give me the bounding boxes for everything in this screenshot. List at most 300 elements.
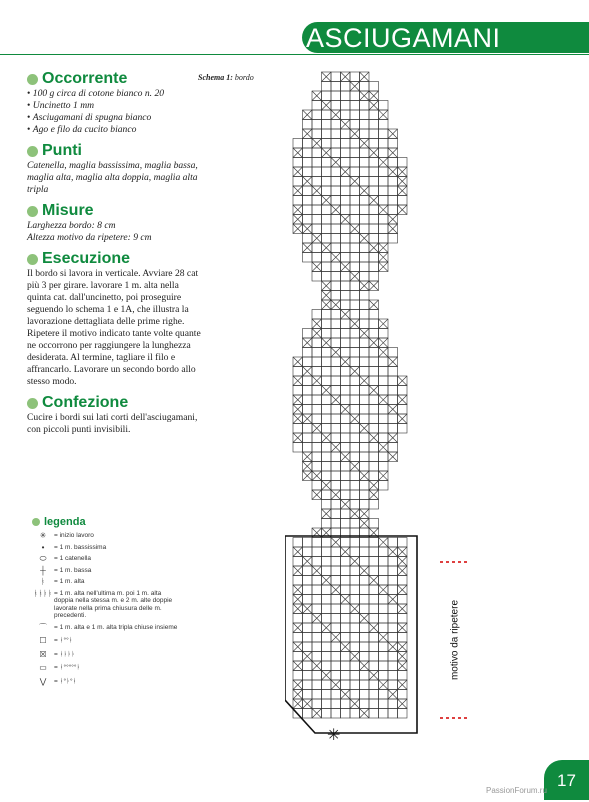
chart-cell xyxy=(303,623,313,633)
chart-cell xyxy=(331,139,341,149)
chart-cell xyxy=(360,585,370,595)
chart-cell xyxy=(331,357,341,367)
misure-heading xyxy=(27,202,205,220)
chart-cell xyxy=(312,224,322,234)
chart-cross-mark xyxy=(360,234,370,244)
chart-cell xyxy=(312,148,322,158)
chart-cell xyxy=(331,699,341,709)
chart-cell xyxy=(360,177,370,187)
chart-cell xyxy=(388,652,398,662)
chart-cross-mark xyxy=(388,690,398,700)
chart-cell xyxy=(341,158,351,168)
chart-cell xyxy=(303,215,313,225)
chart-cell xyxy=(360,452,370,462)
chart-cross-mark xyxy=(303,452,313,462)
chart-cross-mark xyxy=(303,557,313,567)
chart-cell xyxy=(388,158,398,168)
chart-cell xyxy=(350,281,360,291)
chart-cell xyxy=(388,680,398,690)
chart-cell xyxy=(369,547,379,557)
chart-cell xyxy=(312,205,322,215)
chart-cell xyxy=(341,82,351,92)
chart-cell xyxy=(322,158,332,168)
chart-cell xyxy=(312,652,322,662)
chart-cross-mark xyxy=(369,433,379,443)
chart-cross-mark xyxy=(360,661,370,671)
chart-cell xyxy=(379,167,389,177)
chart-cell xyxy=(303,148,313,158)
chart-cross-mark xyxy=(398,547,408,557)
chart-cross-mark xyxy=(293,623,303,633)
chart-cross-mark xyxy=(331,633,341,643)
chart-cell xyxy=(398,424,408,434)
legend-symbol-icon: • xyxy=(41,542,45,552)
chart-cell xyxy=(369,177,379,187)
legend-symbol-icon: ⋁ xyxy=(39,676,47,686)
chart-cell xyxy=(350,433,360,443)
chart-cross-mark xyxy=(312,471,322,481)
chart-cell xyxy=(369,310,379,320)
chart-cell xyxy=(360,433,370,443)
chart-cross-mark xyxy=(331,253,341,263)
chart-cross-mark xyxy=(388,405,398,415)
legend-text: = 1 m. alta e 1 m. alta tripla chiuse insieme xyxy=(54,623,178,631)
chart-cell xyxy=(369,348,379,358)
chart-cell xyxy=(293,633,303,643)
chart-cell xyxy=(379,652,389,662)
chart-cell xyxy=(322,690,332,700)
chart-cell xyxy=(341,376,351,386)
chart-cross-mark xyxy=(379,158,389,168)
chart-cell xyxy=(341,348,351,358)
chart-cross-mark xyxy=(379,243,389,253)
chart-cross-mark xyxy=(350,129,360,139)
chart-cross-mark xyxy=(303,462,313,472)
chart-cell xyxy=(331,310,341,320)
chart-cell xyxy=(341,110,351,120)
chart-cell xyxy=(293,367,303,377)
chart-cell xyxy=(331,224,341,234)
chart-cell xyxy=(350,547,360,557)
chart-cell xyxy=(360,490,370,500)
chart-cell xyxy=(312,585,322,595)
chart-cross-mark xyxy=(350,652,360,662)
chart-cell xyxy=(398,386,408,396)
chart-cell xyxy=(369,452,379,462)
legend-item xyxy=(32,555,182,563)
chart-cell xyxy=(379,623,389,633)
chart-cell xyxy=(331,281,341,291)
chart-cell xyxy=(303,547,313,557)
chart-cell xyxy=(350,310,360,320)
chart-cell xyxy=(331,405,341,415)
chart-cross-mark xyxy=(303,110,313,120)
chart-cross-mark xyxy=(293,604,303,614)
chart-cell xyxy=(350,500,360,510)
legend-item xyxy=(32,578,182,586)
chart-cell xyxy=(369,614,379,624)
legend-heading: legenda xyxy=(32,516,182,528)
chart-cell xyxy=(293,443,303,453)
chart-cell xyxy=(341,481,351,491)
chart-cell xyxy=(341,652,351,662)
crochet-chart xyxy=(285,70,435,740)
chart-cell xyxy=(350,348,360,358)
chart-cell xyxy=(369,661,379,671)
chart-cell xyxy=(350,614,360,624)
chart-cell xyxy=(369,234,379,244)
legend-text: = 1 catenella xyxy=(54,555,92,562)
chart-cross-mark xyxy=(322,196,332,206)
chart-cell xyxy=(350,110,360,120)
chart-cell xyxy=(360,386,370,396)
chart-cell xyxy=(322,680,332,690)
chart-cell xyxy=(369,500,379,510)
chart-cell xyxy=(341,395,351,405)
chart-cell xyxy=(312,272,322,282)
chart-cell xyxy=(369,82,379,92)
chart-cross-mark xyxy=(341,167,351,177)
chart-cell xyxy=(312,633,322,643)
chart-cross-mark xyxy=(388,224,398,234)
legend-item xyxy=(32,590,182,620)
chart-cross-mark xyxy=(398,623,408,633)
chart-cell xyxy=(379,186,389,196)
chart-cell xyxy=(322,367,332,377)
chart-cell xyxy=(322,500,332,510)
chart-cell xyxy=(379,690,389,700)
chart-cross-mark xyxy=(312,566,322,576)
chart-cell xyxy=(369,633,379,643)
chart-cell xyxy=(369,110,379,120)
chart-cell xyxy=(331,671,341,681)
chart-cell xyxy=(341,196,351,206)
chart-cell xyxy=(341,509,351,519)
chart-cell xyxy=(341,604,351,614)
chart-cell xyxy=(303,680,313,690)
chart-cell xyxy=(312,690,322,700)
legend-text: = ᚭ°ᚭ°ᚭ xyxy=(54,677,77,685)
chart-cell xyxy=(312,604,322,614)
chart-cell xyxy=(331,72,341,82)
chart-cross-mark xyxy=(350,82,360,92)
chart-cell xyxy=(388,585,398,595)
chart-cell xyxy=(322,224,332,234)
chart-cross-mark xyxy=(331,205,341,215)
chart-cross-mark xyxy=(398,177,408,187)
chart-cell xyxy=(312,158,322,168)
chart-cross-mark xyxy=(322,671,332,681)
chart-cross-mark xyxy=(398,395,408,405)
chart-cross-mark xyxy=(341,72,351,82)
chart-cross-mark xyxy=(398,167,408,177)
chart-cross-mark xyxy=(379,205,389,215)
chart-cell xyxy=(322,272,332,282)
chart-cross-mark xyxy=(303,414,313,424)
chart-cell xyxy=(312,481,322,491)
chart-cell xyxy=(388,566,398,576)
chart-cross-mark xyxy=(388,148,398,158)
chart-cell xyxy=(303,661,313,671)
chart-cell xyxy=(350,680,360,690)
chart-cross-mark xyxy=(398,642,408,652)
chart-cell xyxy=(360,129,370,139)
legend-text: = 1 m. alta xyxy=(54,578,85,585)
chart-cell xyxy=(322,110,332,120)
chart-cross-mark xyxy=(293,566,303,576)
chart-cell xyxy=(322,129,332,139)
occorrente-title: Occorrente xyxy=(42,70,128,87)
chart-cell xyxy=(341,519,351,529)
chart-cell xyxy=(303,386,313,396)
chart-cell xyxy=(322,177,332,187)
chart-cell xyxy=(388,205,398,215)
chart-cell xyxy=(350,120,360,130)
chart-cell xyxy=(379,699,389,709)
chart-cross-mark xyxy=(331,110,341,120)
bullet-dot-icon xyxy=(27,146,38,157)
chart-cell xyxy=(369,652,379,662)
chart-cell xyxy=(322,566,332,576)
bullet-dot-icon xyxy=(27,74,38,85)
chart-cross-mark xyxy=(341,357,351,367)
chart-cross-mark xyxy=(341,215,351,225)
chart-cell xyxy=(331,129,341,139)
chart-cell xyxy=(379,148,389,158)
chart-cell xyxy=(322,319,332,329)
chart-cross-mark xyxy=(312,319,322,329)
chart-cross-mark xyxy=(322,101,332,111)
chart-cell xyxy=(369,395,379,405)
chart-cell xyxy=(341,471,351,481)
legend-text: = inizio lavoro xyxy=(54,532,94,539)
chart-cell xyxy=(388,424,398,434)
misure-title: Misure xyxy=(42,202,94,219)
chart-cell xyxy=(293,671,303,681)
legend-item xyxy=(32,567,182,575)
chart-cross-mark xyxy=(331,300,341,310)
chart-cross-mark xyxy=(312,376,322,386)
chart-cell xyxy=(293,386,303,396)
chart-cross-mark xyxy=(388,433,398,443)
legend-text: = 1 m. bassa xyxy=(54,566,92,574)
chart-cell xyxy=(322,699,332,709)
chart-cell xyxy=(303,671,313,681)
chart-cross-mark xyxy=(388,547,398,557)
chart-cell xyxy=(369,158,379,168)
chart-cell xyxy=(303,633,313,643)
chart-cell xyxy=(350,405,360,415)
chart-cross-mark xyxy=(360,424,370,434)
chart-cross-mark xyxy=(293,414,303,424)
chart-cross-mark xyxy=(398,604,408,614)
occorrente-list xyxy=(27,88,205,136)
chart-cross-mark xyxy=(293,433,303,443)
legend xyxy=(32,516,182,689)
chart-cross-mark xyxy=(398,557,408,567)
bullet-dot-icon xyxy=(27,254,38,265)
chart-cell xyxy=(322,167,332,177)
chart-cross-mark xyxy=(388,357,398,367)
chart-cell xyxy=(350,595,360,605)
chart-cell xyxy=(331,262,341,272)
chart-cell xyxy=(322,614,332,624)
chart-cell xyxy=(322,557,332,567)
chart-cell xyxy=(369,709,379,719)
chart-cross-mark xyxy=(303,177,313,187)
chart-cell xyxy=(360,680,370,690)
chart-cell xyxy=(379,177,389,187)
chart-cell xyxy=(379,595,389,605)
chart-cell xyxy=(303,595,313,605)
chart-cross-mark xyxy=(369,101,379,111)
chart-cell xyxy=(360,623,370,633)
chart-cross-mark xyxy=(303,129,313,139)
chart-cross-mark xyxy=(312,91,322,101)
chart-cell xyxy=(369,595,379,605)
chart-cross-mark xyxy=(379,443,389,453)
list-item: • Uncinetto 1 mm xyxy=(27,100,205,112)
chart-cell xyxy=(369,604,379,614)
esecuzione-text: Il bordo si lavora in verticale. Avviare 28 cat più 3 per girare. lavorare 1 m. alta nella quinta cat. dall'uncinetto, poi proseguire seguendo lo schema 1 e 1A, che illustra la lavorazione dettagliata delle prime righe. Ripetere il motivo indicato tante volte quante ne occorrono per raggiungere la lunghezza desiderata. Al termine, tagliare il filo e affrancarlo. Lavorare un secondo bordo allo stesso modo. xyxy=(27,268,201,387)
chart-cell xyxy=(331,243,341,253)
chart-cross-mark xyxy=(360,519,370,529)
chart-cell xyxy=(341,671,351,681)
legend-text: = ᚭ°°°°°ᚭ xyxy=(54,664,81,671)
chart-cell xyxy=(312,414,322,424)
chart-cell xyxy=(360,120,370,130)
chart-cell xyxy=(341,177,351,187)
chart-cell xyxy=(303,348,313,358)
chart-cell xyxy=(350,262,360,272)
chart-cross-mark xyxy=(322,576,332,586)
chart-cell xyxy=(331,329,341,339)
chart-cell xyxy=(360,405,370,415)
chart-cross-mark xyxy=(360,72,370,82)
chart-cell xyxy=(369,424,379,434)
chart-cell xyxy=(379,386,389,396)
chart-cell xyxy=(303,576,313,586)
chart-cell xyxy=(322,709,332,719)
chart-cell xyxy=(350,72,360,82)
chart-cell xyxy=(350,642,360,652)
chart-cell xyxy=(369,224,379,234)
chart-cross-mark xyxy=(379,633,389,643)
chart-cell xyxy=(388,367,398,377)
chart-cross-mark xyxy=(322,243,332,253)
chart-cross-mark xyxy=(303,224,313,234)
chart-cell xyxy=(398,576,408,586)
chart-cell xyxy=(350,690,360,700)
chart-cell xyxy=(331,91,341,101)
chart-cell xyxy=(350,661,360,671)
chart-cell xyxy=(360,253,370,263)
chart-cell xyxy=(379,405,389,415)
chart-cell xyxy=(369,329,379,339)
confezione-title: Confezione xyxy=(42,394,129,411)
chart-cell xyxy=(341,224,351,234)
chart-cross-mark xyxy=(388,167,398,177)
chart-cell xyxy=(341,566,351,576)
page-title: ASCIUGAMANI xyxy=(306,23,501,53)
chart-cell xyxy=(341,585,351,595)
chart-cell xyxy=(322,262,332,272)
chart-cell xyxy=(388,614,398,624)
chart-cross-mark xyxy=(303,652,313,662)
chart-cell xyxy=(388,709,398,719)
chart-cross-mark xyxy=(398,585,408,595)
chart-cell xyxy=(331,661,341,671)
chart-cross-mark xyxy=(331,490,341,500)
chart-cell xyxy=(369,557,379,567)
chart-cell xyxy=(350,633,360,643)
chart-cross-mark xyxy=(360,139,370,149)
chart-cell xyxy=(360,557,370,567)
chart-cell xyxy=(303,566,313,576)
chart-cross-mark xyxy=(379,110,389,120)
chart-cell xyxy=(379,196,389,206)
chart-cell xyxy=(312,338,322,348)
legend-text: = ᚭ°°ᚭ xyxy=(54,637,73,644)
chart-cell xyxy=(388,386,398,396)
chart-cell xyxy=(388,414,398,424)
chart-cross-mark xyxy=(398,652,408,662)
chart-cell xyxy=(341,329,351,339)
chart-cell xyxy=(341,633,351,643)
punti-text: Catenella, maglia bassissima, maglia bassa, maglia alta, maglia alta doppia, maglia alta tripla xyxy=(27,160,198,195)
chart-cell xyxy=(322,424,332,434)
chart-cross-mark xyxy=(379,319,389,329)
chart-cell xyxy=(350,291,360,301)
chart-cell xyxy=(379,661,389,671)
chart-cell xyxy=(350,623,360,633)
chart-cell xyxy=(312,395,322,405)
chart-cell xyxy=(293,177,303,187)
chart-cell xyxy=(331,319,341,329)
chart-cross-mark xyxy=(350,509,360,519)
chart-cell xyxy=(293,538,303,548)
chart-cell xyxy=(331,234,341,244)
chart-cross-mark xyxy=(360,186,370,196)
chart-cell xyxy=(360,205,370,215)
chart-cell xyxy=(331,186,341,196)
chart-cell xyxy=(369,443,379,453)
chart-cell xyxy=(312,120,322,130)
chart-cell xyxy=(331,215,341,225)
chart-cell xyxy=(360,671,370,681)
chart-cell xyxy=(331,652,341,662)
chart-cell xyxy=(398,671,408,681)
chart-cell xyxy=(303,642,313,652)
chart-cell xyxy=(350,167,360,177)
legend-symbol-icon: ▭ xyxy=(39,663,47,672)
chart-cross-mark xyxy=(322,509,332,519)
chart-cell xyxy=(341,699,351,709)
chart-cross-mark xyxy=(360,566,370,576)
chart-cell xyxy=(350,576,360,586)
chart-cell xyxy=(331,614,341,624)
chart-cell xyxy=(379,129,389,139)
chart-cross-mark xyxy=(293,224,303,234)
chart-cell xyxy=(341,433,351,443)
chart-cross-mark xyxy=(388,642,398,652)
chart-cell xyxy=(312,357,322,367)
chart-cell xyxy=(341,129,351,139)
chart-cell xyxy=(341,300,351,310)
chart-cell xyxy=(331,82,341,92)
legend-symbol-icon: ☒ xyxy=(39,649,47,659)
chart-cell xyxy=(350,196,360,206)
